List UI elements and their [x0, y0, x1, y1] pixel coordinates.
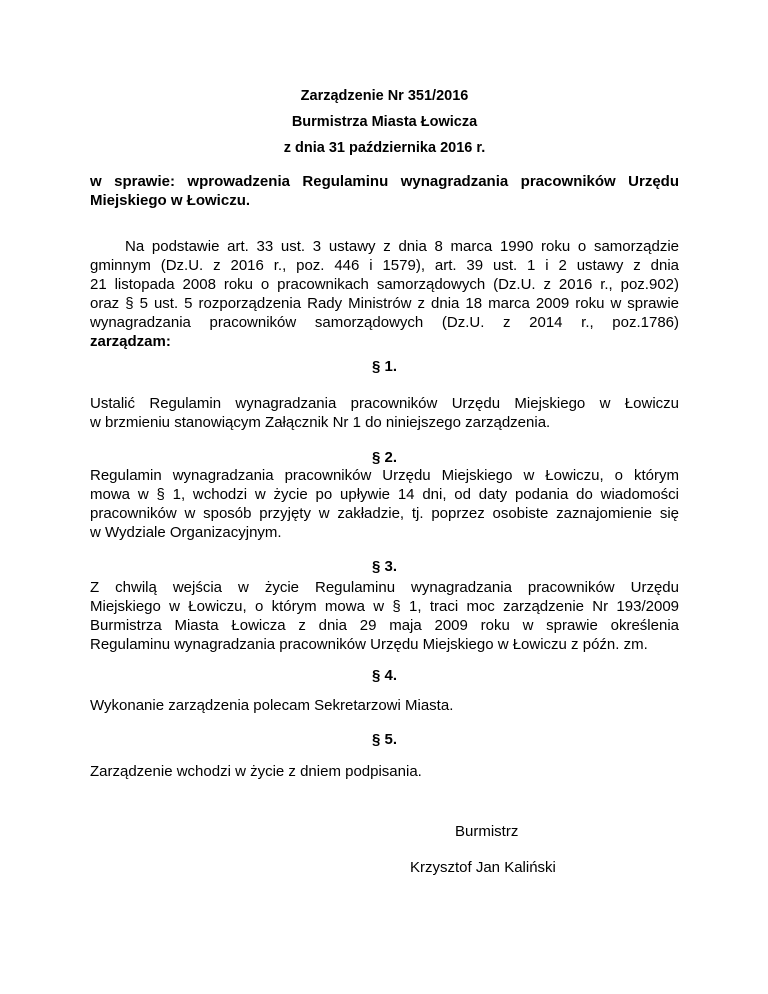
preamble-line: wynagradzania pracowników samorządowych (Dz.U. z 2014 r., poz.1786) — [90, 314, 679, 331]
section-body — [90, 578, 679, 654]
section-heading: § 3. — [371, 558, 398, 575]
preamble-line: Na podstawie art. 33 ust. 3 ustawy z dnia 8 marca 1990 roku o samorządzie — [125, 238, 679, 255]
section-line: Miejskiego w Łowiczu, o którym mowa w § 1, traci moc zarządzenie Nr 193/2009 — [90, 598, 679, 615]
section-line: Regulaminu wynagradzania pracowników Urzędu Miejskiego w Łowiczu z późn. zm. — [90, 636, 648, 653]
section-line: w brzmieniu stanowiącym Załącznik Nr 1 do niniejszego zarządzenia. — [90, 414, 551, 431]
section-body — [90, 466, 679, 542]
section-line: Zarządzenie wchodzi w życie z dniem podpisania. — [90, 763, 422, 780]
section-line: Wykonanie zarządzenia polecam Sekretarzowi Miasta. — [90, 697, 454, 714]
section-body — [90, 696, 679, 715]
section-line: pracowników w sposób przyjęty w zakładzie, tj. poprzez osobiste zaznajomienie się — [90, 505, 679, 522]
document-issuer: Burmistrza Miasta Łowicza — [291, 114, 478, 130]
section-line: Regulamin wynagradzania pracowników Urzędu Miejskiego w Łowiczu, o którym — [90, 467, 679, 484]
section-heading: § 4. — [371, 667, 398, 684]
section-body — [90, 394, 679, 432]
document-title: Zarządzenie Nr 351/2016 — [300, 88, 469, 104]
section-heading: § 5. — [371, 731, 398, 748]
preamble-line: 21 listopada 2008 roku o pracownikach samorządowych (Dz.U. z 2016 r., poz.902) — [90, 276, 679, 293]
document-date: z dnia 31 października 2016 r. — [283, 140, 486, 156]
section-line: Ustalić Regulamin wynagradzania pracowników Urzędu Miejskiego w Łowiczu — [90, 395, 679, 412]
section-line: Burmistrza Miasta Łowicza z dnia 29 maja 2009 roku w sprawie określenia — [90, 617, 679, 634]
section-heading: § 2. — [371, 449, 398, 466]
preamble-line: gminnym (Dz.U. z 2016 r., poz. 446 i 1579), art. 39 ust. 1 i 2 ustawy z dnia — [90, 257, 679, 274]
document-page — [90, 0, 679, 994]
preamble-closing: zarządzam: — [90, 333, 171, 350]
subject-line: Miejskiego w Łowiczu. — [90, 192, 251, 209]
section-line: mowa w § 1, wchodzi w życie po upływie 14 dni, od daty podania do wiadomości — [90, 486, 679, 503]
signature-role: Burmistrz — [455, 823, 519, 840]
preamble-line: oraz § 5 ust. 5 rozporządzenia Rady Ministrów z dnia 18 marca 2009 roku w sprawie — [90, 295, 679, 312]
section-line: w Wydziale Organizacyjnym. — [90, 524, 282, 541]
section-heading: § 1. — [371, 358, 398, 375]
document-subject — [90, 172, 679, 210]
subject-line: w sprawie: wprowadzenia Regulaminu wynagradzania pracowników Urzędu — [90, 173, 679, 190]
section-line: Z chwilą wejścia w życie Regulaminu wynagradzania pracowników Urzędu — [90, 579, 679, 596]
section-body — [90, 762, 679, 781]
preamble-paragraph — [90, 237, 679, 351]
signature-name: Krzysztof Jan Kaliński — [410, 859, 556, 876]
